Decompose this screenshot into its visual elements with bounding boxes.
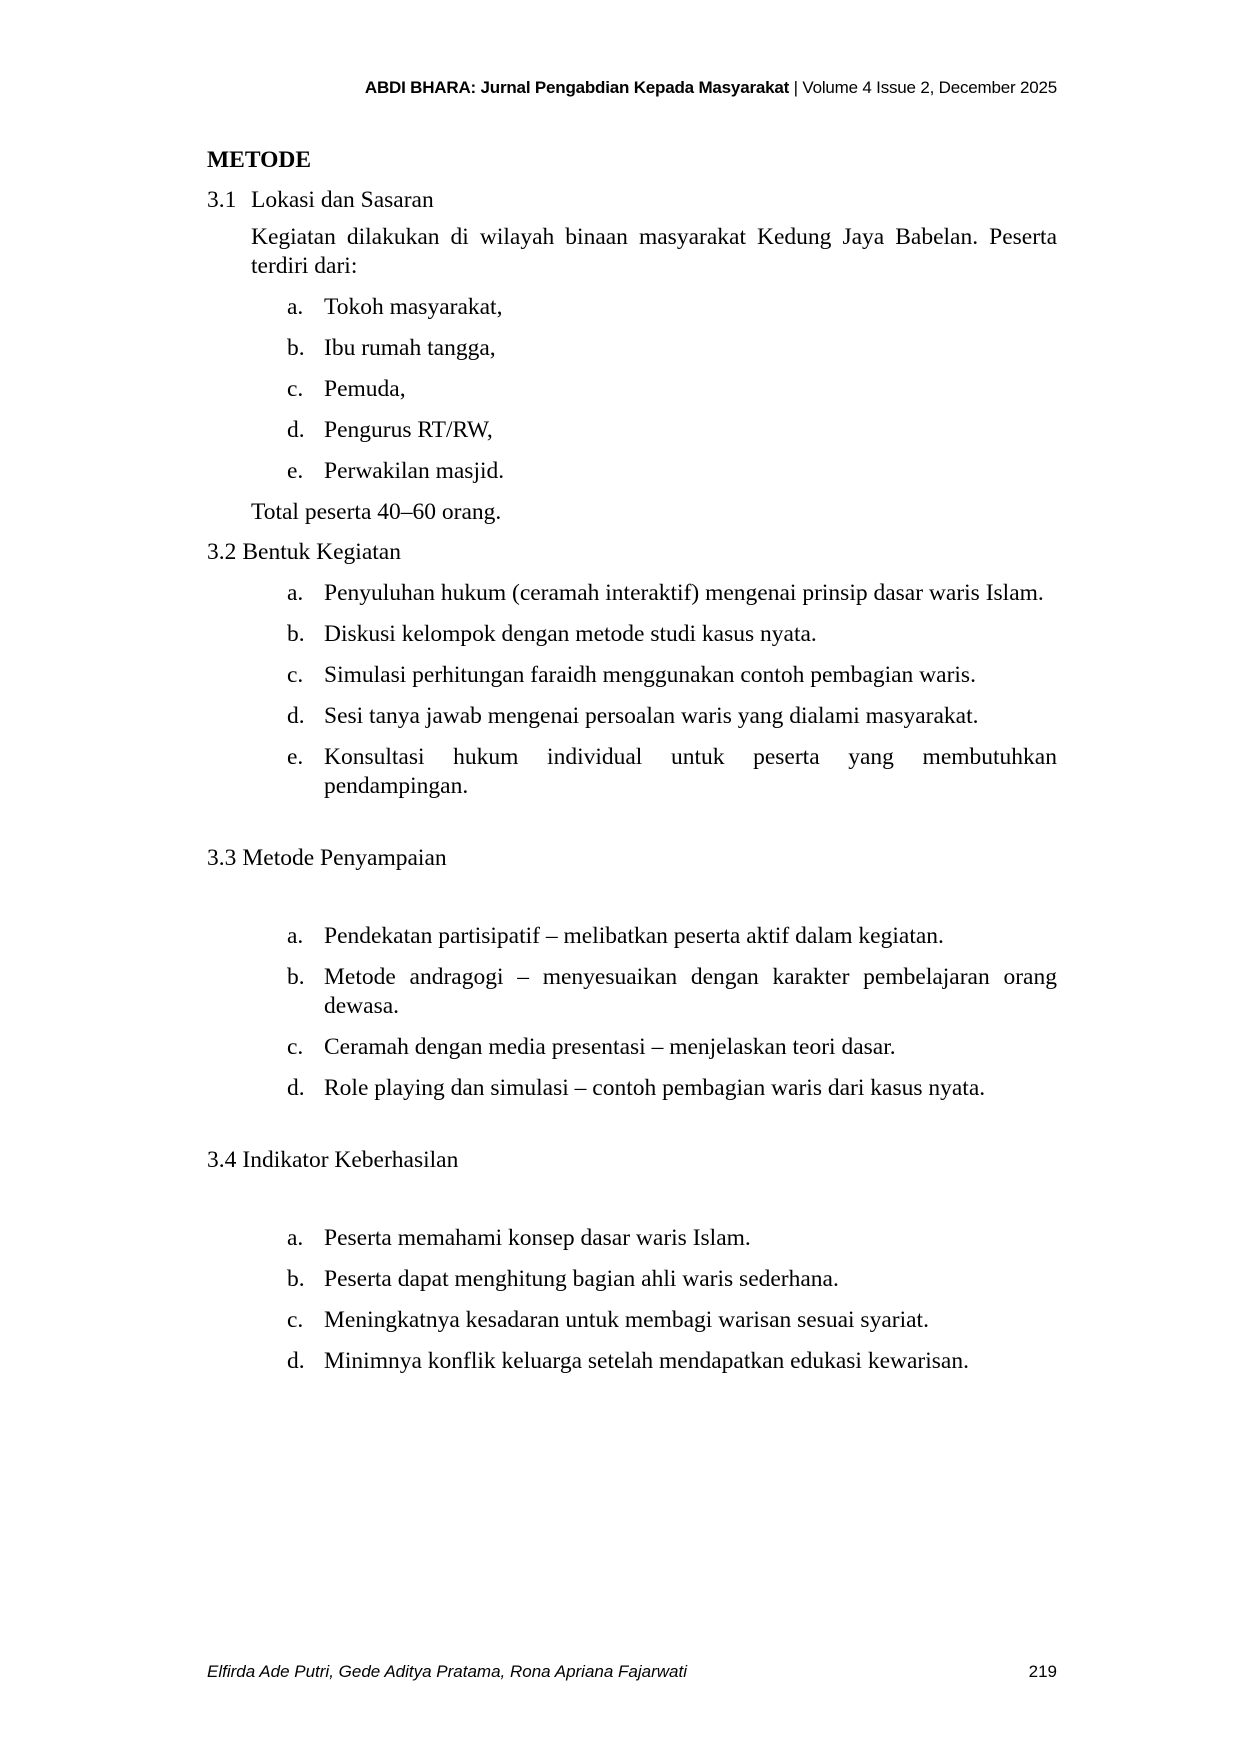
list-text: Sesi tanya jawab mengenai persoalan waris yang dialami masyarakat. — [324, 703, 979, 729]
list-text: Pendekatan partisipatif – melibatkan peserta aktif dalam kegiatan. — [324, 923, 944, 949]
success-indicator-list — [207, 1224, 1057, 1376]
subsection-heading-3-3 — [207, 844, 1057, 873]
list-text: Ibu rumah tangga, — [324, 335, 496, 361]
list-letter: b. — [287, 335, 305, 361]
list-letter: c. — [287, 1307, 304, 1333]
list-item — [207, 922, 1057, 951]
list-item — [207, 963, 1057, 1021]
list-text: Perwakilan masjid. — [324, 458, 505, 484]
list-item — [207, 620, 1057, 649]
list-letter: b. — [287, 1266, 305, 1292]
subsection-number: 3.1 — [207, 187, 237, 213]
spacer — [207, 813, 1057, 844]
list-item — [207, 661, 1057, 690]
list-item — [207, 416, 1057, 445]
list-item — [207, 293, 1057, 322]
list-letter: c. — [287, 662, 304, 688]
list-text: Minimnya konflik keluarga setelah mendapatkan edukasi kewarisan. — [324, 1348, 969, 1374]
list-letter: d. — [287, 1348, 305, 1374]
footer-authors: Elfirda Ade Putri, Gede Aditya Pratama, Rona Apriana Fajarwati — [207, 1662, 688, 1681]
section-title: METODE — [207, 147, 312, 173]
list-text: Diskusi kelompok dengan metode studi kasus nyata. — [324, 621, 817, 647]
running-footer — [207, 1662, 1057, 1682]
list-text: Metode andragogi – menyesuaikan dengan karakter pembelajaran orang dewasa. — [324, 964, 1057, 1019]
list-letter: c. — [287, 1034, 304, 1060]
subsection-number: 3.4 — [207, 1147, 237, 1173]
page-number: 219 — [1028, 1662, 1057, 1681]
subsection-heading-3-2 — [207, 538, 1057, 567]
list-item — [207, 457, 1057, 486]
list-text: Peserta memahami konsep dasar waris Islam. — [324, 1225, 751, 1251]
list-text: Pemuda, — [324, 376, 406, 402]
subsection-title: Lokasi dan Sasaran — [251, 187, 434, 213]
list-letter: d. — [287, 1075, 305, 1101]
list-letter: b. — [287, 621, 305, 647]
list-text: Role playing dan simulasi – contoh pembagian waris dari kasus nyata. — [324, 1075, 986, 1101]
page-body — [207, 146, 1057, 1388]
list-letter: e. — [287, 458, 304, 484]
participant-list — [207, 293, 1057, 486]
list-text: Pengurus RT/RW, — [324, 417, 493, 443]
list-letter: a. — [287, 1225, 304, 1251]
subsection-heading-3-4 — [207, 1146, 1057, 1175]
journal-name: ABDI BHARA: Jurnal Pengabdian Kepada Masyarakat — [364, 78, 790, 97]
list-item — [207, 334, 1057, 363]
list-letter: a. — [287, 294, 304, 320]
subsection-number: 3.3 — [207, 845, 237, 871]
subsection-number: 3.2 — [207, 539, 237, 565]
spacer — [207, 1115, 1057, 1146]
list-item — [207, 1033, 1057, 1062]
subsection-title: Bentuk Kegiatan — [242, 539, 401, 565]
subsection-outro: Total peserta 40–60 orang. — [251, 499, 502, 525]
list-item — [207, 1224, 1057, 1253]
list-letter: a. — [287, 923, 304, 949]
list-text: Ceramah dengan media presentasi – menjelaskan teori dasar. — [324, 1034, 896, 1060]
list-text: Tokoh masyarakat, — [324, 294, 503, 320]
subsection-intro: Kegiatan dilakukan di wilayah binaan masyarakat Kedung Jaya Babelan. Peserta terdiri dari: — [251, 224, 1057, 279]
journal-issue: Volume 4 Issue 2, December 2025 — [802, 78, 1057, 97]
header-separator: | — [793, 78, 798, 97]
list-letter: d. — [287, 703, 305, 729]
list-item — [207, 1306, 1057, 1335]
list-letter: d. — [287, 417, 305, 443]
list-text: Peserta dapat menghitung bagian ahli waris sederhana. — [324, 1266, 839, 1292]
subsection-title: Indikator Keberhasilan — [242, 1147, 459, 1173]
activity-list — [207, 579, 1057, 801]
list-item — [207, 375, 1057, 404]
list-text: Penyuluhan hukum (ceramah interaktif) mengenai prinsip dasar waris Islam. — [324, 580, 1044, 606]
list-item — [207, 702, 1057, 731]
list-item — [207, 743, 1057, 801]
running-header — [365, 78, 1057, 98]
delivery-method-list — [207, 922, 1057, 1103]
list-item — [207, 1074, 1057, 1103]
subsection-title: Metode Penyampaian — [242, 845, 447, 871]
subsection-heading-3-1 — [207, 186, 1057, 215]
list-item — [207, 1347, 1057, 1376]
list-item — [207, 579, 1057, 608]
list-letter: b. — [287, 964, 305, 990]
list-letter: e. — [287, 744, 304, 770]
list-item — [207, 1265, 1057, 1294]
list-letter: a. — [287, 580, 304, 606]
list-text: Konsultasi hukum individual untuk peserta yang membutuhkan pendampingan. — [324, 744, 1057, 799]
list-letter: c. — [287, 376, 304, 402]
list-text: Simulasi perhitungan faraidh menggunakan contoh pembagian waris. — [324, 662, 976, 688]
list-text: Meningkatnya kesadaran untuk membagi warisan sesuai syariat. — [324, 1307, 929, 1333]
